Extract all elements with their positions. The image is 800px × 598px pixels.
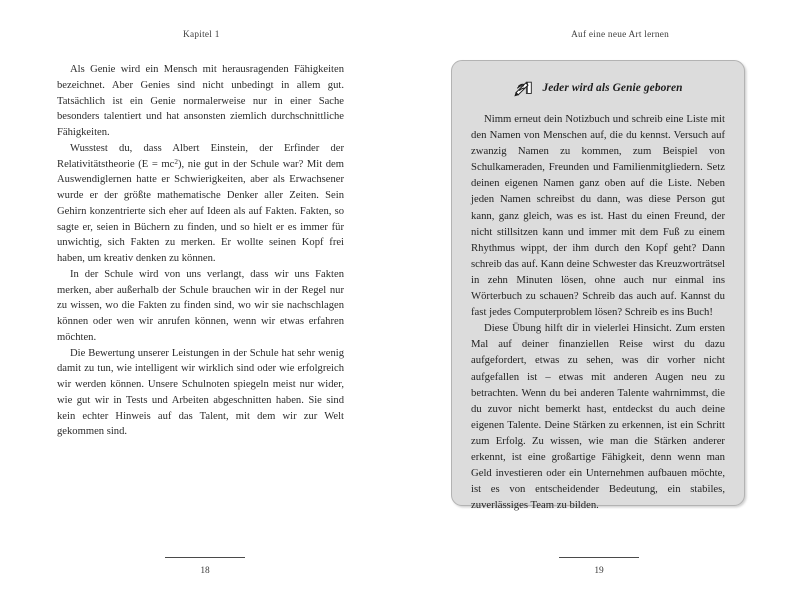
paragraph: Nimm erneut dein Notizbuch und schreib eine Liste mit den Namen von Menschen auf, die du kennst. Versuch auf zwanzig Namen zu kommen, zum Beispiel von Schulkameraden, Freunden und Familienmitgliedern. Setz deinen eigenen Namen ganz oben auf die Liste. Neben jeden Namen schreibst du dann, was diese Person gut kann, ganz gleich, was es ist. Hast du einen Freund, der nicht stillsitzen kann und immer mit dem Fuß zu einem Rhythmus wippt, der ihm durch den Kopf geht? Dann schreib das auf. Kann deine Schwester das Kreuzworträtsel in zehn Minuten lösen, ohne auch nur einmal ins Wörterbuch zu schauen? Schreib das auch auf. Kannst du fast jedes Computerproblem lösen? Schreib es ins Buch! <box>471 113 725 319</box>
folio-rule <box>559 557 639 558</box>
page-number: 19 <box>594 566 604 576</box>
folio-left <box>0 557 400 576</box>
folio-rule <box>165 557 245 558</box>
hand-writing-pencil-icon <box>513 79 535 97</box>
folio-right <box>400 557 800 576</box>
paragraph: Wusstest du, dass Albert Einstein, der Erfinder der Relativitätstheorie $(E = mc^2)$, nie gut in der Schule war? Mit dem Auswendiglernen hatte er Schwierigkeiten, aber als Erwachsener wurde er der größte mathematische Denker aller Zeiten. Sein Gehirn konzentrierte sich eher auf Ideen als auf Fakten. Fakten, so sagte er, seien in Büchern zu finden, und so hielt er es immer für unwichtig, sich Fakten zu merken. Er wollte seinen Kopf frei haben, um kreativ denken zu können. <box>57 142 344 264</box>
paragraph: Die Bewertung unserer Leistungen in der Schule hat sehr wenig damit zu tun, wie intelligent wir wirklich sind oder wie erfolgreich wir werden können. Unsere Schulnoten spiegeln meist nur wider, wie gut wir in Tests und Arbeiten abgeschnitten haben. Sie sind kein echter Hinweis auf das Talent, mit dem wir zur Welt gekommen sind. <box>57 347 344 438</box>
paragraph: In der Schule wird von uns verlangt, dass wir uns Fakten merken, aber außerhalb der Schule brauchen wir in der Regel nur zu wissen, wo die Fakten zu finden sind, wo wir sie nachschlagen können oder wen wir anrufen können, wenn wir etwas erfahren möchten. <box>57 268 344 343</box>
running-head-left: Kapitel 1 <box>183 30 220 40</box>
exercise-box <box>451 60 745 512</box>
page-number: 18 <box>200 566 210 576</box>
right-page <box>400 0 800 598</box>
paragraph: Als Genie wird ein Mensch mit herausragenden Fähigkeiten bezeichnet. Aber Genies sind nicht unbedingt in allem gut. Tatsächlich ist ein Genie normalerweise nur in einer Sache besonders talentiert und hat ansonsten ziemlich durchschnittliche Fähigkeiten. <box>57 64 344 138</box>
left-page-text-column <box>57 62 344 440</box>
superscript-two: 2 <box>174 157 178 166</box>
paragraph: Diese Übung hilft dir in vielerlei Hinsicht. Zum ersten Mal auf deiner finanziellen Reise wirst du dazu aufgefordert, etwas zu sehen, was dir vorher nicht aufgefallen ist – etwas mit anderen Augen neu zu betrachten. Wenn du bei anderen Talente wahrnimmst, die du zuvor nicht bemerkt hast, entdeckst du auch deine eigenen Talente. Deine Stärken zu erkennen, ist ein Schritt zum Erfolg. Zu wissen, wie man die Stärken anderer erkennt, ist eine großartige Fähigkeit, denn wenn man Geld investieren oder ein Unternehmen aufbauen möchte, ist es von entscheidender Bedeutung, ein stabiles, zuverlässiges Team zu bilden. <box>471 322 725 512</box>
exercise-box-header <box>471 79 725 97</box>
exercise-box-title: Jeder wird als Genie geboren <box>542 82 683 94</box>
running-head-right: Auf eine neue Art lernen <box>571 30 669 40</box>
